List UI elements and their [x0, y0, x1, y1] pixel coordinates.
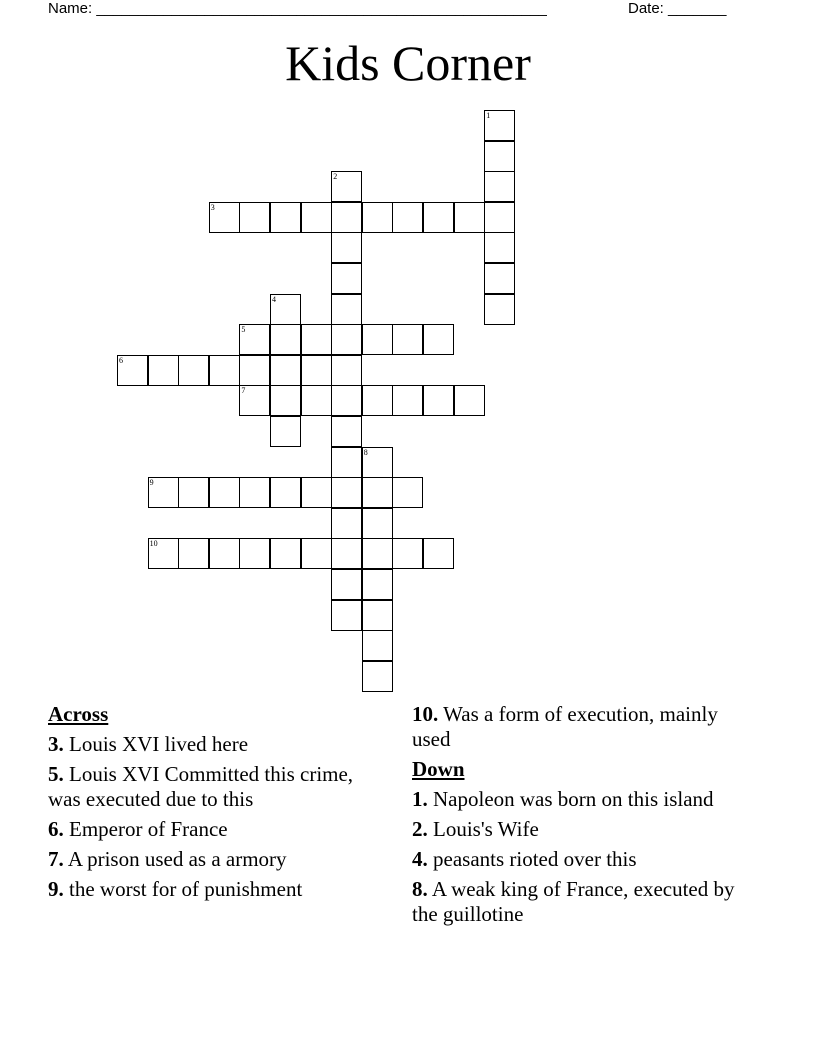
clue-text: the worst for of punishment: [69, 877, 303, 901]
crossword-cell[interactable]: [392, 385, 423, 416]
crossword-cell[interactable]: [270, 355, 301, 386]
clue-down-8: [412, 877, 752, 927]
crossword-cell[interactable]: [239, 324, 270, 355]
crossword-cell[interactable]: [301, 538, 332, 569]
cell-number: 6: [119, 355, 123, 365]
cell-number: 1: [486, 111, 491, 120]
crossword-cell[interactable]: [362, 202, 393, 233]
crossword-cell[interactable]: [270, 324, 301, 355]
crossword-cell[interactable]: [209, 355, 240, 386]
clues-column-left: [48, 702, 388, 907]
clue-text: A weak king of France, executed by the guillotine: [412, 877, 735, 926]
crossword-cell[interactable]: [270, 385, 301, 416]
crossword-cell[interactable]: [362, 324, 393, 355]
crossword-cell[interactable]: [331, 232, 362, 263]
cell-number: 3: [210, 202, 215, 212]
crossword-cell[interactable]: [484, 263, 515, 294]
crossword-cell[interactable]: [362, 508, 393, 539]
clue-number: 3.: [48, 732, 64, 756]
crossword-cell[interactable]: [148, 477, 179, 508]
clue-down-2: [412, 817, 752, 842]
crossword-cell[interactable]: [270, 477, 301, 508]
down-heading: Down: [412, 757, 465, 781]
crossword-cell[interactable]: [331, 385, 362, 416]
crossword-cell[interactable]: [362, 447, 393, 478]
crossword-cell[interactable]: [270, 294, 301, 325]
crossword-cell[interactable]: [392, 477, 423, 508]
crossword-cell[interactable]: [454, 385, 485, 416]
crossword-cell[interactable]: [423, 385, 454, 416]
crossword-cell[interactable]: [178, 355, 209, 386]
clue-number: 2.: [412, 817, 428, 841]
crossword-cell[interactable]: [331, 477, 362, 508]
clue-number: 1.: [412, 787, 428, 811]
clue-number: 7.: [48, 847, 64, 871]
clue-number: 6.: [48, 817, 64, 841]
crossword-cell[interactable]: [239, 538, 270, 569]
crossword-cell[interactable]: [331, 171, 362, 202]
name-field-label: Name: ______________________________________________________: [48, 0, 547, 17]
clue-across-5: [48, 762, 388, 812]
crossword-cell[interactable]: [331, 324, 362, 355]
cell-number: 8: [363, 447, 368, 457]
crossword-cell[interactable]: [301, 202, 332, 233]
clue-across-7: [48, 847, 388, 872]
crossword-cell[interactable]: [148, 538, 179, 569]
cell-number: 9: [149, 478, 154, 488]
crossword-cell[interactable]: [484, 232, 515, 263]
crossword-cell[interactable]: [423, 324, 454, 355]
cell-number: 2: [333, 172, 338, 182]
across-heading: Across: [48, 702, 109, 726]
crossword-cell[interactable]: [239, 355, 270, 386]
crossword-cell[interactable]: [484, 141, 515, 172]
crossword-cell[interactable]: [331, 416, 362, 447]
clues-column-right: [412, 702, 752, 932]
clue-number: 9.: [48, 877, 64, 901]
crossword-cell[interactable]: [117, 355, 148, 386]
clue-down-4: [412, 847, 752, 872]
crossword-cell[interactable]: [362, 385, 393, 416]
crossword-cell[interactable]: [331, 600, 362, 631]
cell-number: 10: [149, 539, 158, 549]
crossword-cell[interactable]: [239, 477, 270, 508]
crossword-cell[interactable]: [392, 202, 423, 233]
crossword-cell[interactable]: [484, 202, 515, 233]
crossword-cell[interactable]: [209, 538, 240, 569]
clue-text: Louis XVI Committed this crime, was executed due to this: [48, 762, 354, 811]
crossword-cell[interactable]: [301, 385, 332, 416]
clue-number: 4.: [412, 847, 428, 871]
crossword-cell[interactable]: [331, 538, 362, 569]
crossword-cell[interactable]: [148, 355, 179, 386]
clue-text: Louis's Wife: [433, 817, 539, 841]
crossword-cell[interactable]: [239, 385, 270, 416]
clue-text: Was a form of execution, mainly used: [412, 702, 718, 751]
crossword-cell[interactable]: [178, 538, 209, 569]
crossword-cell[interactable]: [331, 294, 362, 325]
crossword-cell[interactable]: [392, 324, 423, 355]
crossword-cell[interactable]: [331, 508, 362, 539]
page-title: Kids Corner: [285, 35, 531, 91]
cell-number: 5: [241, 325, 246, 335]
crossword-cell[interactable]: [392, 538, 423, 569]
clue-across-10: [412, 702, 752, 752]
clue-down-1: [412, 787, 752, 812]
crossword-cell[interactable]: [301, 355, 332, 386]
crossword-cell[interactable]: [331, 355, 362, 386]
crossword-cell[interactable]: [423, 538, 454, 569]
crossword-cell[interactable]: [362, 538, 393, 569]
crossword-cell[interactable]: [301, 477, 332, 508]
clue-across-9: [48, 877, 388, 902]
crossword-cell[interactable]: [331, 447, 362, 478]
date-field-label: Date: _______: [628, 0, 727, 17]
crossword-cell[interactable]: [331, 202, 362, 233]
crossword-cell[interactable]: [270, 202, 301, 233]
clue-text: Louis XVI lived here: [69, 732, 249, 756]
crossword-cell[interactable]: [362, 661, 393, 692]
crossword-cell[interactable]: [270, 416, 301, 447]
crossword-cell[interactable]: [362, 600, 393, 631]
crossword-cell[interactable]: [484, 110, 515, 141]
cell-number: 4: [272, 294, 276, 304]
crossword-cell[interactable]: [270, 538, 301, 569]
crossword-cell[interactable]: [454, 202, 485, 233]
clue-across-6: [48, 817, 388, 842]
crossword-cell[interactable]: [362, 630, 393, 661]
clue-number: 5.: [48, 762, 64, 786]
crossword-cell[interactable]: [209, 202, 240, 233]
crossword-cell[interactable]: [484, 294, 515, 325]
clue-text: Napoleon was born on this island: [433, 787, 714, 811]
crossword-cell[interactable]: [239, 202, 270, 233]
crossword-cell[interactable]: [484, 171, 515, 202]
clue-text: peasants rioted over this: [433, 847, 637, 871]
clue-across-3: [48, 732, 388, 757]
crossword-cell[interactable]: [362, 477, 393, 508]
clue-number: 8.: [412, 877, 428, 901]
clue-number: 10.: [412, 702, 439, 726]
crossword-cell[interactable]: [362, 569, 393, 600]
crossword-cell[interactable]: [331, 569, 362, 600]
crossword-cell[interactable]: [423, 202, 454, 233]
cell-number: 7: [241, 386, 246, 396]
crossword-cell[interactable]: [209, 477, 240, 508]
crossword-cell[interactable]: [331, 263, 362, 294]
clue-text: A prison used as a armory: [67, 847, 287, 871]
crossword-cell[interactable]: [301, 324, 332, 355]
crossword-cell[interactable]: [178, 477, 209, 508]
clue-text: Emperor of France: [69, 817, 228, 841]
